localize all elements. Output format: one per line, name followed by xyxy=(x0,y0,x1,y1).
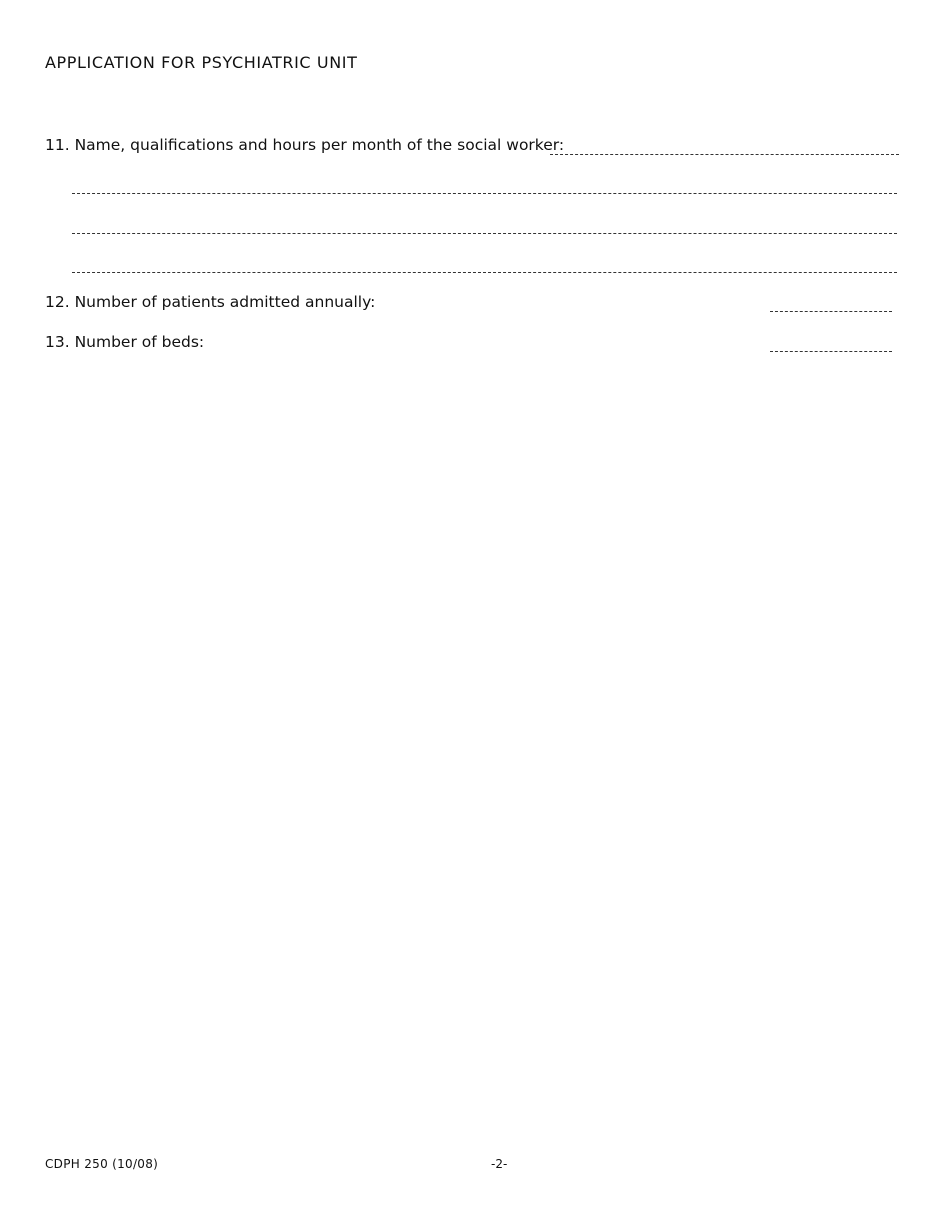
question-13-label: 13. Number of beds: xyxy=(45,333,205,351)
social-worker-field-line-2[interactable] xyxy=(72,193,897,194)
social-worker-field-line-4[interactable] xyxy=(72,272,897,273)
page-title: APPLICATION FOR PSYCHIATRIC UNIT xyxy=(45,53,358,72)
social-worker-field[interactable] xyxy=(550,154,899,155)
number-of-beds-field[interactable] xyxy=(770,351,892,352)
page-number: -2- xyxy=(491,1157,508,1171)
question-12-label: 12. Number of patients admitted annually: xyxy=(45,293,376,311)
patients-admitted-field[interactable] xyxy=(770,311,892,312)
form-identifier: CDPH 250 (10/08) xyxy=(45,1157,159,1171)
question-11-label: 11. Name, qualifications and hours per month of the social worker: xyxy=(45,136,565,154)
social-worker-field-line-3[interactable] xyxy=(72,233,897,234)
